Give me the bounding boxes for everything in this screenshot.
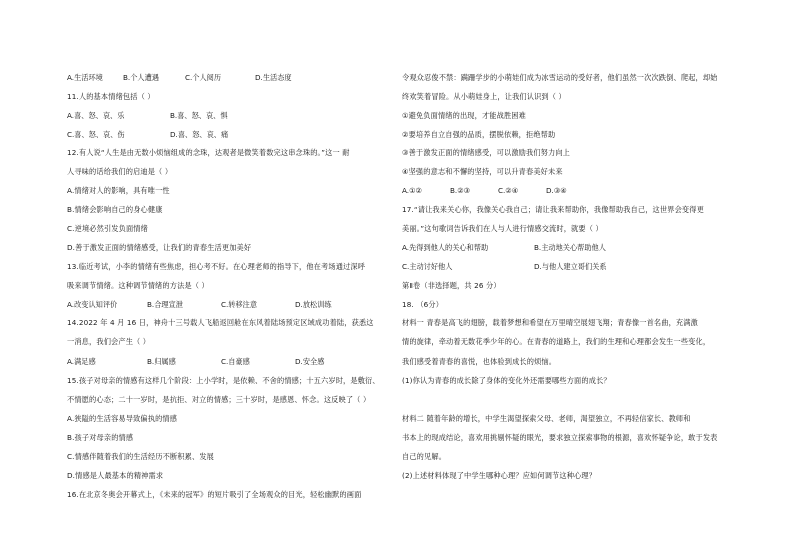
material1-line3: 我们感受着青春的喜悦，也体验到成长的烦恼。: [402, 357, 557, 366]
q11-option-a: A.喜、怒、哀、乐: [67, 111, 125, 120]
q14-option-a: A.满足感: [67, 357, 96, 366]
material2-line1: 材料二 随着年龄的增长，中学生渴望探索父母、老师，渴望独立，不再轻信家长、教师和: [402, 414, 691, 423]
q11-option-b: B.喜、怒、哀、惧: [170, 111, 228, 120]
q14-stem-line1: 14.2022 年 4 月 16 日，神舟十三号载人飞船返回舱在东风着陆场预定区域成功着陆，获悉这: [67, 318, 374, 327]
q14-option-d: D.安全感: [295, 357, 325, 366]
q12-stem-line2: 人寻味的话给我们的启迪是（ ）: [67, 167, 173, 176]
q12-option-a: A.情绪对人的影响，具有唯一性: [67, 186, 170, 195]
q13-option-a: A.改变认知评价: [67, 300, 118, 309]
q15-option-c: C.情感伴随着我们的生活经历不断积累、发展: [67, 452, 215, 461]
q16-statement-3: ③善于激发正面的情绪感受，可以激励我们努力向上: [402, 148, 571, 157]
material2-line3: 自己的见解。: [402, 452, 447, 461]
q15-option-b: B.孩子对母亲的情感: [67, 433, 134, 442]
q10-option-d: D.生活态度: [255, 73, 292, 82]
q15-option-a: A.狭隘的生活容易导致偏执的情感: [67, 414, 178, 423]
q16-option-b: B.②③: [450, 186, 471, 195]
q18-sub1: (1)你认为青春的成长除了身体的变化外还需要哪些方面的成长？: [402, 376, 611, 385]
q10-option-a: A.生活环境: [67, 73, 103, 82]
q16-stem-line2: 令观众忍俊不禁：蹒跚学步的小萌娃们成为冰雪运动的受好者，他们虽然一次次跌倒、爬起，却始: [402, 73, 718, 82]
q13-option-b: B.合理宣泄: [147, 300, 183, 309]
q16-option-d: D.③④: [546, 186, 567, 195]
q12-stem-line1: 12.有人说“人生是由无数小烦恼组成的念珠，达观者是微笑着数完这串念珠的。”这一 耐: [67, 148, 350, 157]
q14-stem-line2: 一消息，我们会产生（ ）: [67, 337, 151, 346]
q12-option-c: C.逆境必然引发负面情绪: [67, 224, 148, 233]
q11-stem: 11.人的基本情绪包括（ ）: [67, 92, 155, 101]
q15-stem-line2: 不情愿的心态；二十一岁时，是抗拒、对立的情感；三十岁时，是感恩、怀念。这反映了（ ）: [67, 395, 371, 404]
q18-heading: 18. （6分）: [402, 300, 444, 309]
q14-option-b: B.归属感: [147, 357, 176, 366]
q17-option-d: D.与他人建立哥们关系: [534, 262, 607, 271]
q17-option-c: C.主动讨好他人: [402, 262, 453, 271]
q13-option-d: D.放松训练: [295, 300, 332, 309]
q12-option-b: B.情绪会影响自己的身心健康: [67, 205, 163, 214]
q15-stem-line1: 15.孩子对母亲的情感有这样几个阶段：上小学时，是依赖、不舍的情感；十五六岁时，是敷衍、: [67, 376, 380, 385]
q16-statement-4: ④坚强的意志和不懈的坚持，可以升青春美好未来: [402, 167, 563, 176]
q14-option-c: C.自豪感: [221, 357, 250, 366]
q13-stem-line2: 吸来调节情绪。这种调节情绪的方法是（ ）: [67, 281, 209, 290]
q12-option-d: D.善于激发正面的情绪感受，让我们的青春生活更加美好: [67, 243, 252, 252]
q11-option-c: C.喜、怒、哀、伤: [67, 130, 125, 139]
q10-option-b: B.个人遭遇: [123, 73, 159, 82]
q17-option-b: B.主动地关心帮助他人: [534, 243, 606, 252]
q13-stem-line1: 13.临近考试，小李的情绪有些焦虑，担心考不好。在心理老师的指导下，他在考场通过深呼: [67, 262, 366, 271]
material1-line2: 情的旋律，牵动着无数花季少年的心。在青春的道路上，我们的生理和心理都会发生一些变化，: [402, 337, 711, 346]
q17-option-a: A.先得到他人的关心和帮助: [402, 243, 489, 252]
q17-stem-line2: 美丽。”这句歌词告诉我们在人与人进行情感交流时，就要（ ）: [402, 224, 603, 233]
q16-option-c: C.②④: [498, 186, 519, 195]
q11-option-d: D.喜、怒、哀、痛: [170, 130, 229, 139]
q16-stem-line1: 16.在北京冬奥会开幕式上，《未来的冠军》的短片吸引了全场观众的目光，轻松幽默的画面: [67, 490, 362, 499]
q16-statement-2: ②要培养自立自强的品质，摆脱依赖，拒绝帮助: [402, 130, 556, 139]
q10-option-c: C.个人阅历: [185, 73, 222, 82]
material1-line1: 材料一 青春是高飞的翅膀，载着梦想和希望在万里晴空展翅飞翔；青春像一首名曲，充满激: [402, 318, 698, 327]
q15-option-d: D.情感是人最基本的精神需求: [67, 471, 164, 480]
section-ii-heading: 第Ⅱ卷（非选择题，共 26 分）: [402, 281, 501, 290]
q17-stem-line1: 17.“请让我来关心你，我像关心我自己；请让我来帮助你，我像帮助我自己，这世界会变得更: [402, 205, 704, 214]
q16-option-a: A.①②: [402, 186, 422, 195]
material2-line2: 书本上的现成结论，喜欢用挑剔怀疑的眼光，要求独立探索事物的根源，喜欢怀疑争论，敢于发表: [402, 433, 718, 442]
q16-stem-line3: 终欢笑着冒险。从小萌娃身上，让我们认识到（ ）: [402, 92, 566, 101]
q13-option-c: C.转移注意: [221, 300, 258, 309]
q16-statement-1: ①避免负面情绪的出现，才能战胜困难: [402, 111, 526, 120]
q18-sub2: (2)上述材料体现了中学生哪种心理？应如何调节这种心理？: [402, 471, 597, 480]
